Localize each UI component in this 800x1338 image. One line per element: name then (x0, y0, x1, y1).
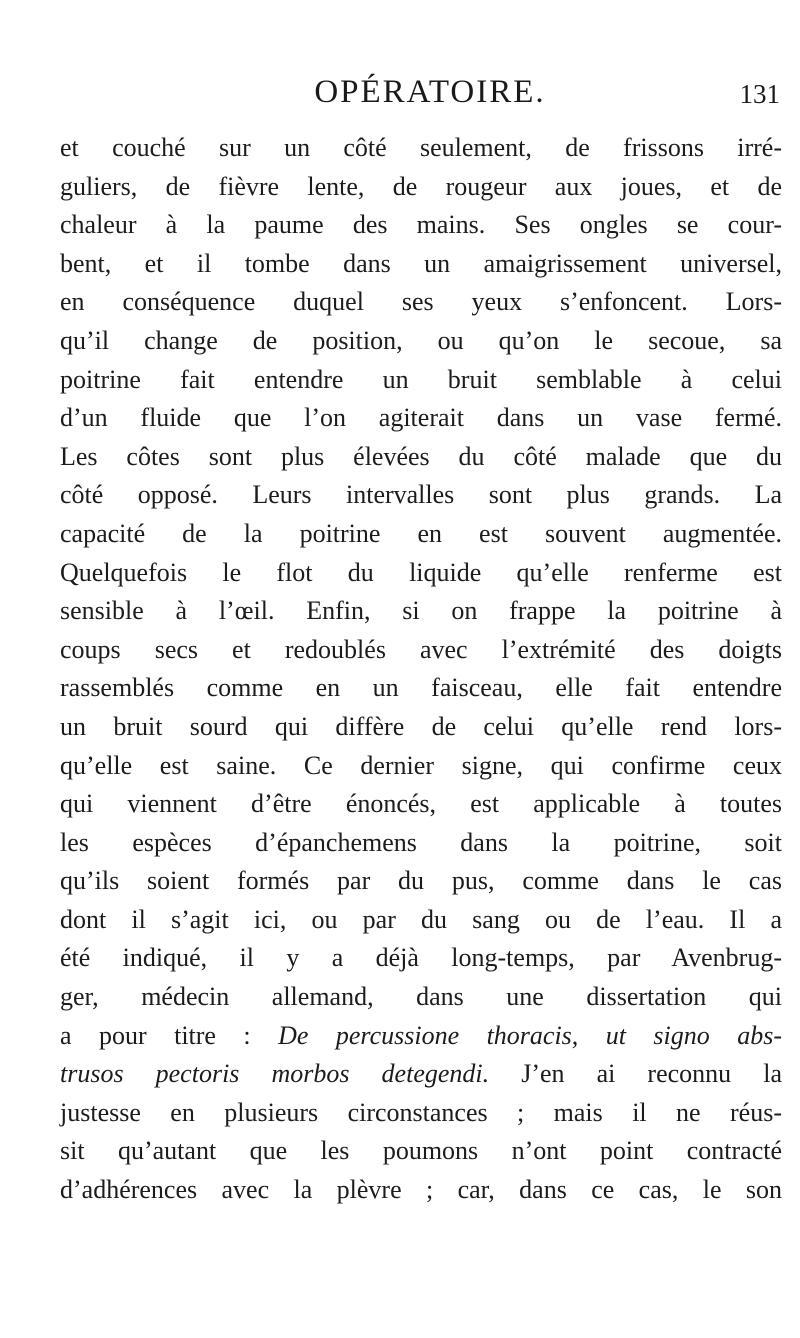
text-line-with-title (60, 1055, 782, 1094)
text-line: qui viennent d’être énoncés, est applicable à toutes (60, 789, 782, 819)
text-line: d’un fluide que l’on agiterait dans un vase fermé. (60, 403, 782, 433)
text-line: d’adhérences avec la plèvre ; car, dans ce cas, le son (60, 1175, 782, 1205)
text-line: poitrine fait entendre un bruit semblable à celui (60, 364, 782, 394)
page-number: 131 (739, 79, 780, 109)
text-line: guliers, de fièvre lente, de rougeur aux joues, et de (60, 171, 782, 201)
line-roman-part: a pour titre : (60, 1020, 279, 1050)
line-roman-part: J’en ai reconnu la (489, 1059, 782, 1089)
text-line: bent, et il tombe dans un amaigrissement universel, (60, 248, 782, 278)
text-line: en conséquence duquel ses yeux s’enfoncent. Lors- (60, 287, 782, 317)
text-line: sit qu’autant que les poumons n’ont point contracté (60, 1136, 782, 1166)
text-line: rassemblés comme en un faisceau, elle fait entendre (60, 673, 782, 703)
text-line: côté opposé. Leurs intervalles sont plus grands. La (60, 480, 782, 510)
running-head (60, 72, 780, 112)
running-title: OPÉRATOIRE. (314, 74, 546, 110)
text-line: dont il s’agit ici, ou par du sang ou de l’eau. Il a (60, 904, 782, 934)
text-line: capacité de la poitrine en est souvent augmentée. (60, 518, 782, 548)
text-line: et couché sur un côté seulement, de frissons irré- (60, 133, 782, 162)
text-line: justesse en plusieurs circonstances ; mais il ne réus- (60, 1097, 782, 1127)
text-line: Les côtes sont plus élevées du côté malade que du (60, 441, 782, 471)
text-line: qu’elle est saine. Ce dernier signe, qui confirme ceux (60, 750, 782, 780)
text-line: coups secs et redoublés avec l’extrémité des doigts (60, 634, 782, 664)
text-line: les espèces d’épanchemens dans la poitrine, soit (60, 827, 782, 857)
text-line: été indiqué, il y a déjà long-temps, par Avenbrug- (60, 943, 782, 973)
text-line: sensible à l’œil. Enfin, si on frappe la poitrine à (60, 596, 782, 626)
text-line: un bruit sourd qui diffère de celui qu’elle rend lors- (60, 711, 782, 741)
text-line: chaleur à la paume des mains. Ses ongles se cour- (60, 210, 782, 240)
text-line: Quelquefois le flot du liquide qu’elle renferme est (60, 557, 782, 587)
text-line-with-title (60, 1017, 782, 1056)
dissertation-title-italic: trusos pectoris morbos detegendi. (60, 1059, 490, 1089)
text-line: ger, médecin allemand, dans une dissertation qui (60, 982, 782, 1012)
text-line: qu’il change de position, ou qu’on le secoue, sa (60, 325, 782, 355)
dissertation-title-italic: De percussione thoracis, ut signo abs- (278, 1020, 782, 1050)
text-line: qu’ils soient formés par du pus, comme dans le cas (60, 866, 782, 896)
body-text (60, 129, 782, 1210)
